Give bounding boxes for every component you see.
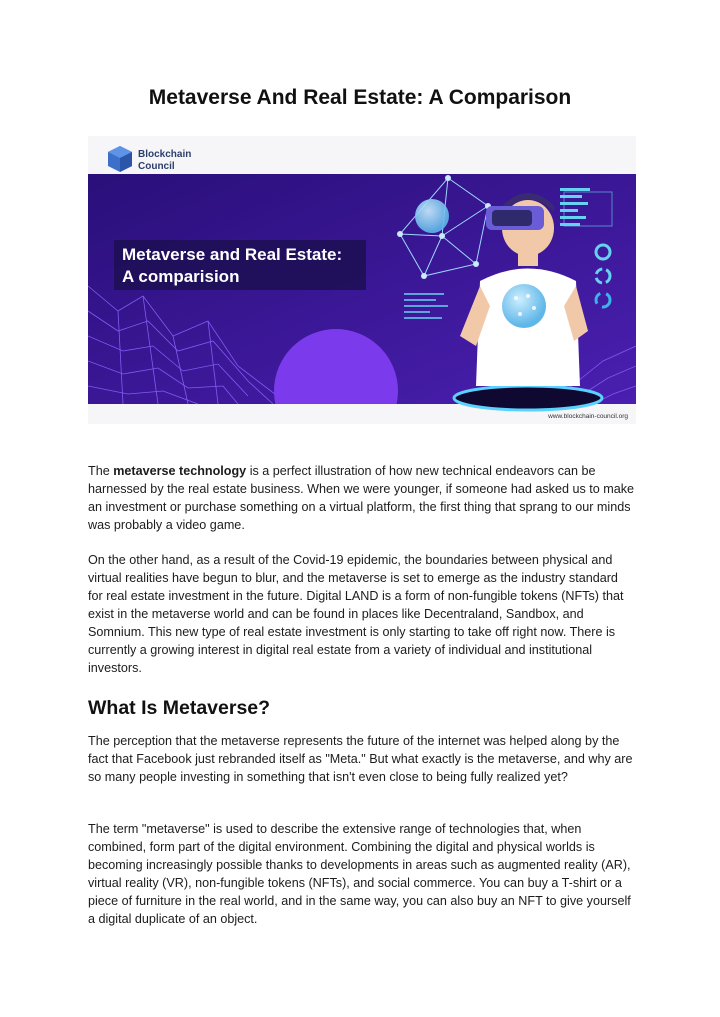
banner-headline-line-2: A comparision — [122, 267, 240, 286]
brand-line-2: Council — [138, 161, 175, 172]
intro-rest: is a perfect illustration of how new technical endeavors can be harnessed by the real estate business. When we were younger, if someone had asked us to make an investment or purchase something on a virtual platform, the first thing that sprang to our minds was probably a video game. — [88, 464, 635, 532]
intro-prefix: The — [88, 464, 114, 478]
banner-image — [88, 136, 636, 424]
intro-bold-term: metaverse technology — [113, 464, 247, 478]
body-paragraph-2: On the other hand, as a result of the Covid-19 epidemic, the boundaries between physical and virtual realities have begun to blur, and the metaverse is set to emerge as the industry standard for real estate investment in the future. Digital LAND is a form of non-fungible tokens (NFTs) that exist in the metaverse world and can be found in places like Decentraland, Sandbox, and Somnium. This new type of real estate investment is only starting to take off right now. There is currently a growing interest in digital real estate from a variety of individual and institutional investors. — [88, 553, 624, 675]
intro-paragraph — [88, 462, 636, 534]
banner-headline-line-1: Metaverse and Real Estate: — [122, 245, 343, 264]
body-paragraph-4: The term "metaverse" is used to describe the extensive range of technologies that, when combined, form part of the digital environment. Combining the digital and physical worlds is becoming increasingly possible thanks to developments in areas such as augmented reality (AR), virtual reality (VR), non-fungible tokens (NFTs), and social commerce. You can buy a T-shirt or a piece of furniture in the real world, and in the same way, you can also buy an NFT to give yourself a digital duplicate of an object. — [88, 822, 631, 926]
banner-url: www.blockchain-council.org — [548, 413, 628, 420]
body-paragraph-3: The perception that the metaverse represents the future of the internet was helped along by the fact that Facebook just rebranded itself as "Meta." But what exactly is the metaverse, and why are so many people investing in something that isn't even close to being fully realized yet? — [88, 734, 633, 784]
section-heading: What Is Metaverse? — [88, 697, 271, 719]
brand-line-1: Blockchain — [138, 149, 192, 160]
document-title: Metaverse And Real Estate: A Comparison — [148, 86, 572, 109]
